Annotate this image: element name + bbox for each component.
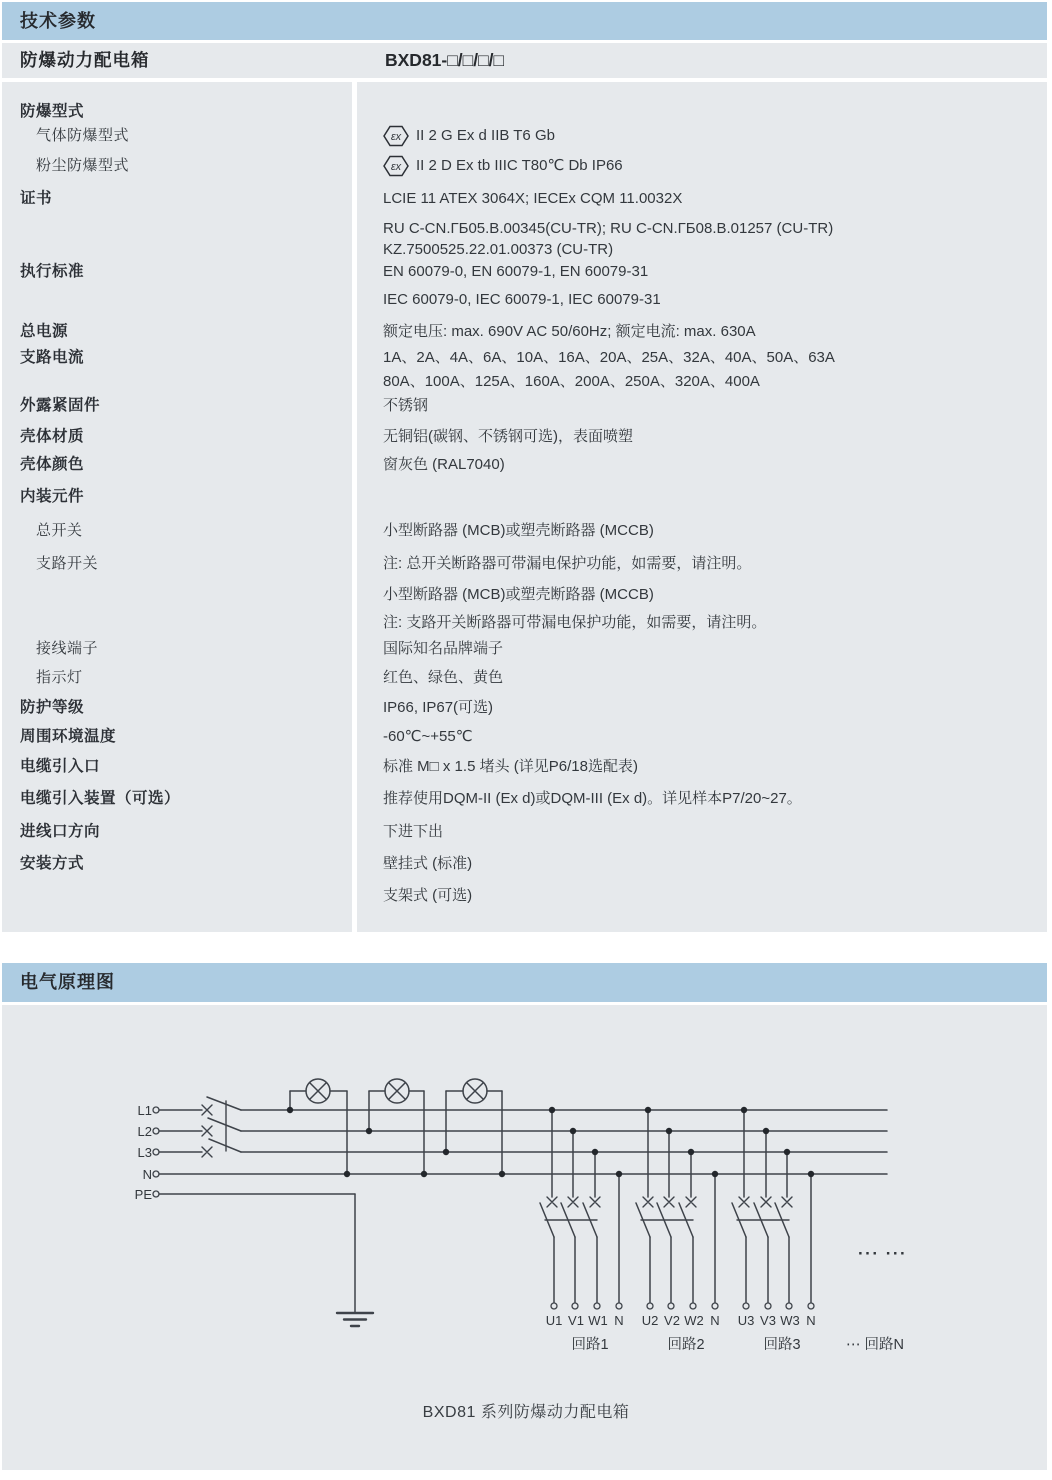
spec-label: 执行标准 xyxy=(20,263,85,280)
tech-params-title: 技术参数 xyxy=(20,11,96,31)
spec-value: 注: 总开关断路器可带漏电保护功能，如需要，请注明。 xyxy=(383,555,752,572)
branch-circuit xyxy=(540,1110,622,1309)
terminal-label: N xyxy=(614,1313,624,1328)
spec-label: 电缆引入装置（可选） xyxy=(20,790,181,807)
circuit-label: 回路1 xyxy=(571,1337,609,1353)
spec-value: II 2 D Ex tb IIIC T80℃ Db IP66 xyxy=(416,157,623,174)
terminal-label: W2 xyxy=(684,1313,704,1328)
terminal-label: W3 xyxy=(780,1313,800,1328)
spec-value-ex-gas xyxy=(383,125,555,147)
spec-value: 小型断路器 (MCB)或塑壳断路器 (MCCB) xyxy=(383,586,654,603)
indicator-lamp-icon xyxy=(369,1079,424,1174)
ex-mark-icon xyxy=(383,125,409,147)
indicator-lamp-icon xyxy=(446,1079,502,1174)
terminal-label: N xyxy=(710,1313,720,1328)
bus-label: L2 xyxy=(137,1124,152,1139)
spec-label: 粉尘防爆型式 xyxy=(36,157,130,174)
spec-label: 电缆引入口 xyxy=(20,758,101,775)
spec-label: 安装方式 xyxy=(20,855,85,872)
spec-label: 气体防爆型式 xyxy=(36,127,130,144)
junction-dots xyxy=(287,1107,814,1177)
indicator-lamp-icon xyxy=(290,1079,347,1174)
spec-label: 周围环境温度 xyxy=(20,728,117,745)
product-header-row xyxy=(2,43,1047,78)
spec-value-ex-dust xyxy=(383,155,623,177)
spec-value: 标准 M□ x 1.5 堵头 (详见P6/18选配表) xyxy=(383,758,638,775)
spec-value: 不锈钢 xyxy=(383,397,429,414)
spec-label: 支路开关 xyxy=(36,555,99,572)
terminal-label: U3 xyxy=(737,1313,755,1328)
spec-value: KZ.7500525.22.01.00373 (CU-TR) xyxy=(383,241,614,258)
spec-value: LCIE 11 ATEX 3064X; IECEx CQM 11.0032X xyxy=(383,190,683,207)
schematic-header-bar xyxy=(2,963,1047,1002)
spec-value: RU C-CN.ГБ05.B.00345(CU-TR); RU C-CN.ГБ08.B.01257 (CU-TR) xyxy=(383,220,834,237)
spec-value: 红色、绿色、黄色 xyxy=(383,669,504,686)
terminal-label: V1 xyxy=(568,1313,584,1328)
circuit-label: 回路3 xyxy=(763,1337,801,1353)
spec-label: 外露紧固件 xyxy=(20,397,101,414)
spec-value: 80A、100A、125A、160A、200A、250A、320A、400A xyxy=(383,373,760,390)
branch-circuit xyxy=(732,1110,814,1309)
spec-value: 支架式 (可选) xyxy=(383,887,473,904)
ex-mark-glyph: εx xyxy=(390,131,402,143)
spec-value: 壁挂式 (标准) xyxy=(383,855,473,872)
branch-circuit xyxy=(636,1110,718,1309)
spec-label: 壳体材质 xyxy=(20,428,85,445)
spec-label: 防爆型式 xyxy=(20,103,85,120)
spec-value: II 2 G Ex d IIB T6 Gb xyxy=(416,127,555,144)
spec-value: 窗灰色 (RAL7040) xyxy=(383,456,505,473)
spec-label: 内装元件 xyxy=(20,488,85,505)
spec-value: 额定电压: max. 690V AC 50/60Hz; 额定电流: max. 630A xyxy=(383,323,756,340)
bus-label: L1 xyxy=(137,1103,152,1118)
spec-label: 防护等级 xyxy=(20,699,85,716)
spec-label: 指示灯 xyxy=(36,669,83,686)
schematic-title: 电气原理图 xyxy=(20,972,115,992)
spec-label: 接线端子 xyxy=(36,640,99,657)
spec-label: 壳体颜色 xyxy=(20,456,85,473)
spec-table-column-divider xyxy=(352,82,357,932)
terminal-label: V2 xyxy=(664,1313,680,1328)
spec-value: 注: 支路开关断路器可带漏电保护功能，如需要，请注明。 xyxy=(383,614,767,631)
circuit-label-more: ⋯ 回路N xyxy=(846,1337,904,1353)
model-code: BXD81-□/□/□/□ xyxy=(385,50,505,70)
spec-value: 推荐使用DQM-II (Ex d)或DQM-III (Ex d)。详见样本P7/20~27。 xyxy=(383,790,802,807)
spec-value: 1A、2A、4A、6A、10A、16A、20A、25A、32A、40A、50A、63A xyxy=(383,349,835,366)
spec-value: 下进下出 xyxy=(383,823,444,840)
spec-label: 进线口方向 xyxy=(20,823,101,840)
terminal-label: W1 xyxy=(588,1313,608,1328)
ex-mark-icon xyxy=(383,155,409,177)
spec-label: 总开关 xyxy=(36,522,83,539)
diagram-caption: BXD81 系列防爆动力配电箱 xyxy=(422,1404,630,1421)
spec-value: IP66, IP67(可选) xyxy=(383,699,494,716)
spec-label: 支路电流 xyxy=(20,349,85,366)
terminal-label: U2 xyxy=(641,1313,659,1328)
ex-mark-glyph: εx xyxy=(390,161,402,173)
spec-value: 无铜铝(碳钢、不锈钢可选)，表面喷塑 xyxy=(383,428,633,445)
bus-label: PE xyxy=(134,1187,152,1202)
spec-value: 小型断路器 (MCB)或塑壳断路器 (MCCB) xyxy=(383,522,654,539)
bus-label: L3 xyxy=(137,1145,152,1160)
terminal-label: U1 xyxy=(545,1313,563,1328)
terminal-label: N xyxy=(806,1313,816,1328)
terminal-label: V3 xyxy=(760,1313,776,1328)
bus-label: N xyxy=(142,1167,152,1182)
product-name: 防爆动力配电箱 xyxy=(20,50,150,70)
spec-label: 总电源 xyxy=(20,323,69,340)
spec-value: 国际知名品牌端子 xyxy=(383,640,504,657)
circuit-label: 回路2 xyxy=(667,1337,705,1353)
spec-label: 证书 xyxy=(20,190,53,207)
spec-value: IEC 60079-0, IEC 60079-1, IEC 60079-31 xyxy=(383,291,661,308)
continuation-ellipsis: ··· ··· xyxy=(858,1244,908,1263)
spec-value: -60℃~+55℃ xyxy=(383,728,473,745)
tech-params-header-bar xyxy=(2,2,1047,40)
spec-value: EN 60079-0, EN 60079-1, EN 60079-31 xyxy=(383,263,649,280)
